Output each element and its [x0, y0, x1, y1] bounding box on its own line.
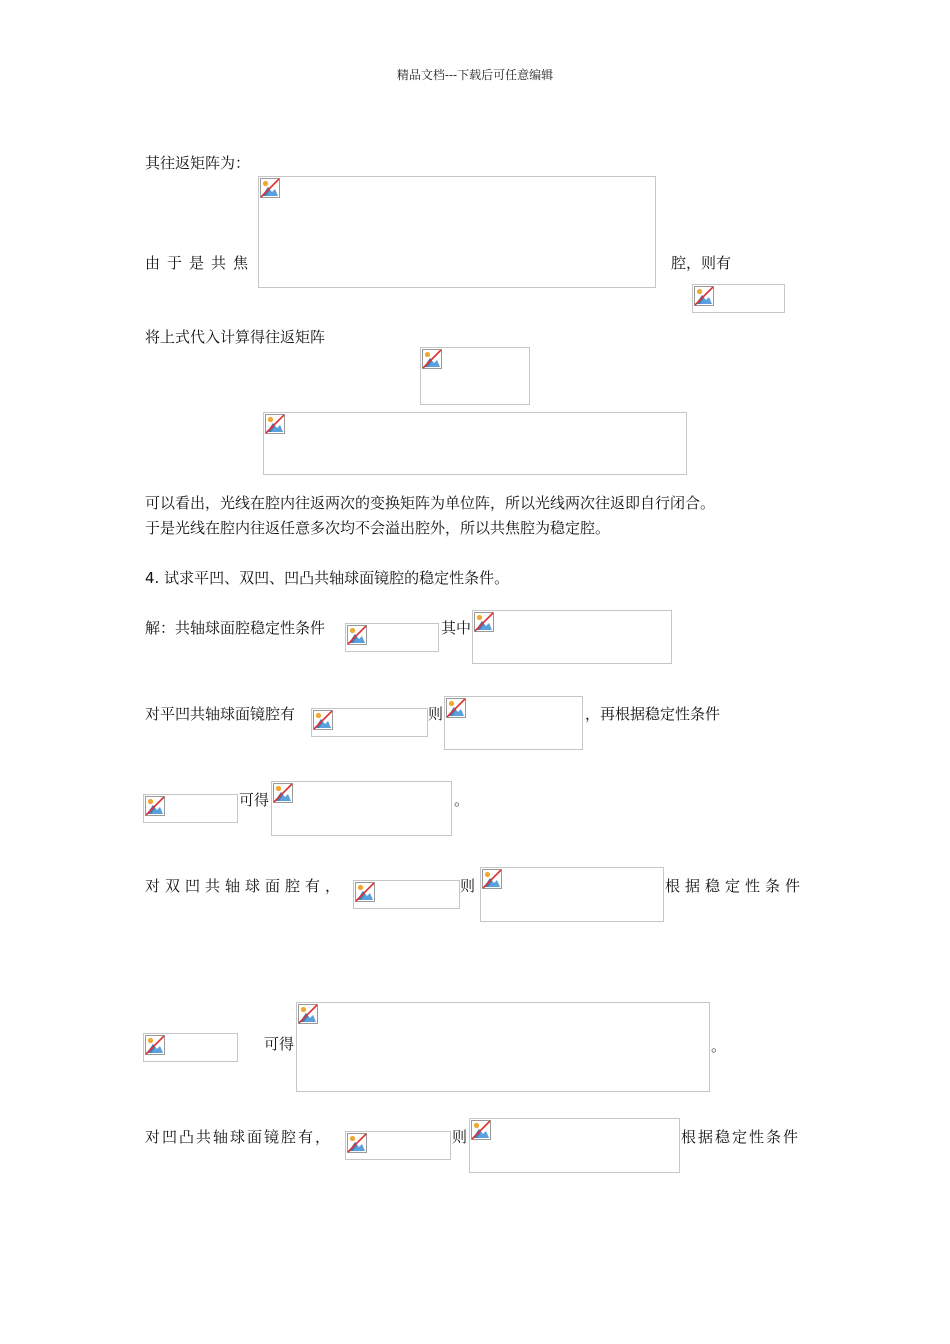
- text-line: 则: [460, 877, 476, 895]
- text-line: 对凹凸共轴球面镜腔有，: [145, 1128, 333, 1146]
- broken-image-icon: [347, 1133, 367, 1153]
- broken-image-icon: [474, 612, 494, 632]
- formula-image: [263, 412, 687, 475]
- text-line: 由于是共焦: [145, 254, 256, 272]
- broken-image-icon: [482, 869, 502, 889]
- text-line: 其中: [441, 619, 472, 637]
- text-line: 对双凹共轴球面腔有，: [145, 877, 346, 895]
- formula-image: [143, 794, 238, 823]
- text-line: 可得: [239, 791, 270, 809]
- formula-image: [311, 708, 428, 737]
- broken-image-icon: [355, 882, 375, 902]
- formula-image: [296, 1002, 710, 1092]
- broken-image-icon: [446, 698, 466, 718]
- text-line: 。: [454, 791, 470, 809]
- formula-image: [420, 347, 530, 405]
- broken-image-icon: [145, 1035, 165, 1055]
- broken-image-icon: [313, 710, 333, 730]
- question-title: 4. 试求平凹、双凹、凹凸共轴球面镜腔的稳定性条件。: [145, 569, 510, 587]
- broken-image-icon: [265, 414, 285, 434]
- text-line: 根据稳定性条件: [681, 1128, 801, 1146]
- broken-image-icon: [347, 625, 367, 645]
- formula-image: [692, 284, 785, 313]
- formula-image: [345, 1131, 451, 1160]
- text-line: 。: [711, 1037, 727, 1055]
- text-line: ，再根据稳定性条件: [585, 705, 721, 723]
- text-line: 腔，则有: [671, 254, 732, 272]
- text-line: 可得: [264, 1035, 295, 1053]
- broken-image-icon: [298, 1004, 318, 1024]
- formula-image: [353, 880, 460, 909]
- text-line: 可以看出，光线在腔内往返两次的变换矩阵为单位阵，所以光线两次往返即自行闭合。: [145, 494, 716, 512]
- broken-image-icon: [694, 286, 714, 306]
- formula-image: [444, 696, 583, 750]
- broken-image-icon: [422, 349, 442, 369]
- text-line: 解：共轴球面腔稳定性条件: [145, 619, 326, 637]
- formula-image: [472, 610, 672, 664]
- text-line: 将上式代入计算得往返矩阵: [145, 328, 326, 346]
- text-line: 对平凹共轴球面镜腔有: [145, 705, 296, 723]
- text-line: 则: [452, 1128, 468, 1146]
- formula-image: [480, 867, 664, 922]
- broken-image-icon: [273, 783, 293, 803]
- broken-image-icon: [471, 1120, 491, 1140]
- formula-image: [469, 1118, 680, 1173]
- broken-image-icon: [260, 178, 280, 198]
- formula-image: [258, 176, 656, 288]
- formula-image: [143, 1033, 238, 1062]
- page-header: 精品文档---下载后可任意编辑: [396, 68, 554, 82]
- text-line: 根据稳定性条件: [665, 877, 806, 895]
- text-line: 于是光线在腔内往返任意多次均不会溢出腔外，所以共焦腔为稳定腔。: [145, 519, 611, 537]
- text-line: 则: [428, 705, 444, 723]
- text-line: 其往返矩阵为：: [145, 154, 251, 172]
- formula-image: [345, 623, 439, 652]
- broken-image-icon: [145, 796, 165, 816]
- formula-image: [271, 781, 452, 836]
